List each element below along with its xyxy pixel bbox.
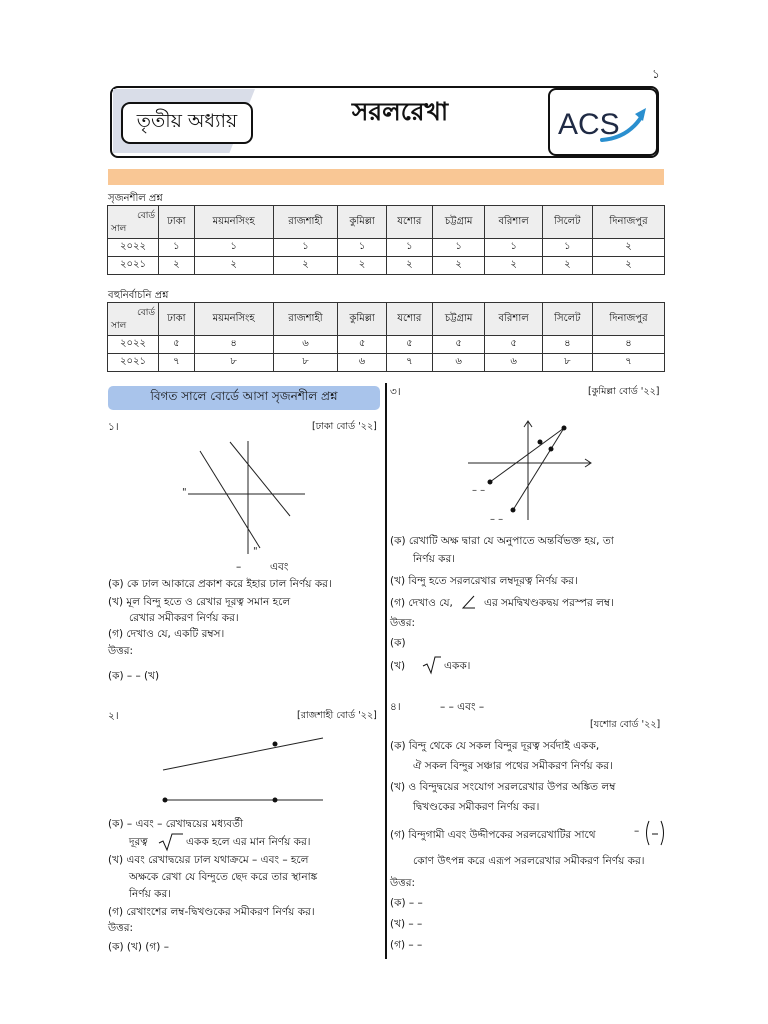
table-row — [108, 257, 665, 275]
board-header: দিনাজপুর — [592, 206, 664, 239]
count-cell: ২ — [542, 257, 592, 275]
q3-answer-kha-pre: (খ) — [390, 660, 406, 672]
count-cell: ১ — [386, 239, 432, 257]
q4-part-ga-line2: কোণ উৎপন্ন করে এরূপ সরলরেখার সমীকরণ নির্ণয় কর। — [413, 855, 645, 867]
q4-answer-label: উত্তর: — [390, 877, 416, 889]
table-corner-cell — [108, 206, 159, 239]
q1-part-kha-line2: রেখার সমীকরণ নির্ণয় কর। — [129, 612, 239, 624]
count-cell: ৮ — [194, 354, 273, 372]
board-header: চট্টগ্রাম — [432, 303, 485, 336]
board-header: যশোর — [386, 303, 432, 336]
q2-part-kha-line2: অক্ষকে রেখা যে বিন্দুতে ছেদ করে তার স্থানাঙ্ক — [129, 871, 318, 883]
year-cell: ২০২২ — [108, 336, 159, 354]
section-banner: বিগত সালে বোর্ডে আসা সৃজনশীল প্রশ্ন — [108, 386, 380, 410]
count-cell: ২ — [485, 257, 542, 275]
chapter-label: তৃতীয় অধ্যায় — [121, 102, 253, 144]
q2-point-lower-left — [163, 798, 168, 803]
q1-figure — [180, 436, 320, 558]
paren-dash-icon — [643, 820, 667, 846]
board-header: বরিশাল — [485, 206, 542, 239]
count-cell: ৮ — [273, 354, 338, 372]
count-cell: ২ — [338, 257, 387, 275]
q3-point — [538, 440, 543, 445]
table-row — [108, 354, 665, 372]
q1-number: ১। — [108, 421, 119, 433]
q1-figure-mark-left: " — [182, 487, 187, 498]
count-cell: ১ — [338, 239, 387, 257]
board-header: দিনাজপুর — [592, 303, 664, 336]
q2-answer-label: উত্তর: — [108, 922, 134, 934]
q2-part-ka-line2-pre: দূরত্ব — [129, 836, 148, 848]
sqrt-icon — [422, 655, 442, 675]
column-divider — [385, 383, 387, 959]
q4-answer-ga: (গ) – – — [390, 939, 423, 951]
section-divider-bar — [108, 169, 664, 185]
q3-part-ka-line2: নির্ণয় কর। — [413, 553, 456, 565]
q4-answer-kha: (খ) – – — [390, 918, 423, 930]
corner-year-label: সাল — [111, 224, 127, 234]
count-cell: ৫ — [338, 336, 387, 354]
table-corner-cell — [108, 303, 159, 336]
q4-stem: – – এবং – — [440, 701, 485, 713]
q4-answer-ka: (ক) – – — [390, 897, 423, 909]
count-cell: ৫ — [159, 336, 195, 354]
count-cell: ৪ — [592, 336, 664, 354]
count-cell: ২ — [159, 257, 195, 275]
count-cell: ৭ — [592, 354, 664, 372]
q1-caption-dash: – — [236, 561, 242, 573]
mcq-table-body — [108, 303, 665, 372]
corner-board-label: বোর্ড — [137, 308, 155, 318]
corner-year-label: সাল — [111, 321, 127, 331]
q4-part-ka-line1: (ক) বিন্দু থেকে যে সকল বিন্দুর দূরত্ব সর্বদাই একক, — [390, 740, 600, 752]
board-header: সিলেট — [542, 303, 592, 336]
q1-part-kha-line1: (খ) মূল বিন্দু হতে ও রেখার দূরত্ব সমান হলে — [108, 596, 291, 608]
q1-slant-line-b — [200, 451, 260, 548]
q2-part-kha-line1: (খ) এবং রেখাদ্বয়ের ঢাল যথাক্রমে – এবং – হলে — [108, 854, 309, 866]
count-cell: ২ — [386, 257, 432, 275]
count-cell: ৫ — [386, 336, 432, 354]
creative-board-table — [107, 205, 665, 275]
count-cell: ৫ — [485, 336, 542, 354]
board-header: রাজশাহী — [273, 206, 338, 239]
q2-part-ka-line1: (ক) – এবং – রেখাদ্বয়ের মধ্যবর্তী — [108, 818, 243, 830]
year-cell: ২০২২ — [108, 239, 159, 257]
board-header: যশোর — [386, 206, 432, 239]
board-header: চট্টগ্রাম — [432, 206, 485, 239]
count-cell: ১ — [542, 239, 592, 257]
logo-text: ACS — [558, 108, 620, 141]
count-cell: ২ — [432, 257, 485, 275]
q1-caption-and: এবং — [270, 561, 289, 573]
board-header: ঢাকা — [159, 303, 195, 336]
creative-table-body — [108, 206, 665, 275]
count-cell: ১ — [432, 239, 485, 257]
q3-answer-kha-post: একক। — [444, 660, 471, 672]
board-header: সিলেট — [542, 206, 592, 239]
count-cell: ২ — [273, 257, 338, 275]
count-cell: ১ — [273, 239, 338, 257]
count-cell: ৬ — [273, 336, 338, 354]
q3-point — [488, 480, 493, 485]
q4-part-kha-line2: দ্বিখণ্ডকের সমীকরণ নির্ণয় কর। — [413, 801, 540, 813]
q3-point — [549, 447, 554, 452]
q1-source: [ঢাকা বোর্ড '২২] — [312, 421, 377, 432]
q3-number: ৩। — [390, 386, 401, 398]
count-cell: ১ — [485, 239, 542, 257]
angle-icon — [462, 595, 476, 609]
q2-figure — [158, 734, 333, 808]
q1-part-ka: (ক) কে ঢাল আকারে প্রকাশ করে ইহার ঢাল নির্ণয় কর। — [108, 578, 332, 590]
q4-number: ৪। — [390, 701, 401, 713]
board-header: বরিশাল — [485, 303, 542, 336]
count-cell: ৬ — [432, 354, 485, 372]
q3-answer-label: উত্তর: — [390, 617, 416, 629]
count-cell: ৫ — [432, 336, 485, 354]
q3-part-ga-pre: (গ) দেখাও যে, — [390, 597, 453, 609]
q3-line-a — [490, 428, 564, 482]
sqrt-icon — [158, 832, 184, 852]
q4-part-ka-line2: ঐ সকল বিন্দুর সঞ্চার পথের সমীকরণ নির্ণয় কর। — [413, 760, 613, 772]
table-header-row — [108, 206, 665, 239]
table-header-row — [108, 303, 665, 336]
q3-point — [511, 508, 516, 513]
board-header: ঢাকা — [159, 206, 195, 239]
q4-part-kha-line1: (খ) ও বিন্দুদ্বয়ের সংযোগ সরলরেখার উপর অঙ্কিত লম্ব — [390, 781, 616, 793]
year-cell: ২০২১ — [108, 257, 159, 275]
page-title: সরলরেখা — [351, 97, 449, 126]
acs-logo-mark — [550, 90, 656, 154]
count-cell: ২ — [592, 257, 664, 275]
count-cell: ৪ — [542, 336, 592, 354]
board-header: কুমিল্লা — [338, 206, 387, 239]
q3-part-ka-line1: (ক) রেখাটি অক্ষ দ্বারা যে অনুপাতে অন্তর্বিভক্ত হয়, তা — [390, 535, 614, 547]
count-cell: ২ — [194, 257, 273, 275]
board-header: রাজশাহী — [273, 303, 338, 336]
q1-answer-label: উত্তর: — [108, 645, 134, 657]
table-row — [108, 239, 665, 257]
q2-number: ২। — [108, 710, 119, 722]
count-cell: ৮ — [542, 354, 592, 372]
q4-part-ga-line1: (গ) বিন্দুগামী এবং উদ্দীপকের সরলরেখাটির সাথে — [390, 829, 596, 841]
count-cell: ৭ — [386, 354, 432, 372]
count-cell: ৬ — [485, 354, 542, 372]
q2-point-lower-right — [273, 798, 278, 803]
mcq-table-label: বহুনির্বাচনি প্রশ্ন — [108, 290, 169, 301]
count-cell: ১ — [194, 239, 273, 257]
board-header: ময়মনসিংহ — [194, 303, 273, 336]
q2-part-ga: (গ) রেখাংশের লম্ব-দ্বিখণ্ডকের সমীকরণ নির্ণয় কর। — [108, 906, 315, 918]
year-cell: ২০২১ — [108, 354, 159, 372]
q1-answer-line: (ক) – – (খ) — [108, 670, 160, 682]
board-header: কুমিল্লা — [338, 303, 387, 336]
q1-figure-mark-bottom: " — [253, 546, 258, 557]
page-number: ১ — [652, 67, 660, 81]
q4-part-ga-mark: – — [634, 825, 640, 837]
count-cell: ১ — [159, 239, 195, 257]
q2-part-ka-line2-post: একক হলে এর মান নির্ণয় কর। — [186, 836, 311, 848]
q3-point — [562, 426, 567, 431]
q3-figure-mark-upper: – – — [472, 485, 486, 496]
table-row — [108, 336, 665, 354]
count-cell: ৬ — [338, 354, 387, 372]
q3-source: [কুমিল্লা বোর্ড '২২] — [588, 386, 660, 397]
board-header: ময়মনসিংহ — [194, 206, 273, 239]
count-cell: ২ — [592, 239, 664, 257]
q2-answer-line: (ক) (খ) (গ) – — [108, 941, 169, 953]
q3-answer-ka: (ক) — [390, 637, 406, 649]
count-cell: ৭ — [159, 354, 195, 372]
q2-point-upper — [273, 742, 278, 747]
q3-part-kha: (খ) বিন্দু হতে সরলরেখার লম্বদূরত্ব নির্ণয় কর। — [390, 575, 578, 587]
count-cell: ৪ — [194, 336, 273, 354]
corner-board-label: বোর্ড — [137, 211, 155, 221]
q2-upper-line — [163, 738, 323, 770]
q2-source: [রাজশাহী বোর্ড '২২] — [297, 710, 377, 721]
mcq-board-table — [107, 302, 665, 372]
q1-slant-line-a — [230, 442, 290, 516]
q3-part-ga-post: এর সমদ্বিখণ্ডকদ্বয় পরস্পর লম্ব। — [484, 597, 614, 609]
q3-figure-mark-lower: – – — [490, 514, 504, 525]
creative-table-label: সৃজনশীল প্রশ্ন — [108, 193, 163, 204]
acs-logo — [548, 88, 658, 156]
q1-part-ga: (গ) দেখাও যে, একটি রম্বস। — [108, 628, 225, 640]
q3-figure — [466, 420, 596, 530]
q4-source: [যশোর বোর্ড '২২] — [590, 719, 661, 730]
q2-part-kha-line3: নির্ণয় কর। — [129, 888, 172, 900]
